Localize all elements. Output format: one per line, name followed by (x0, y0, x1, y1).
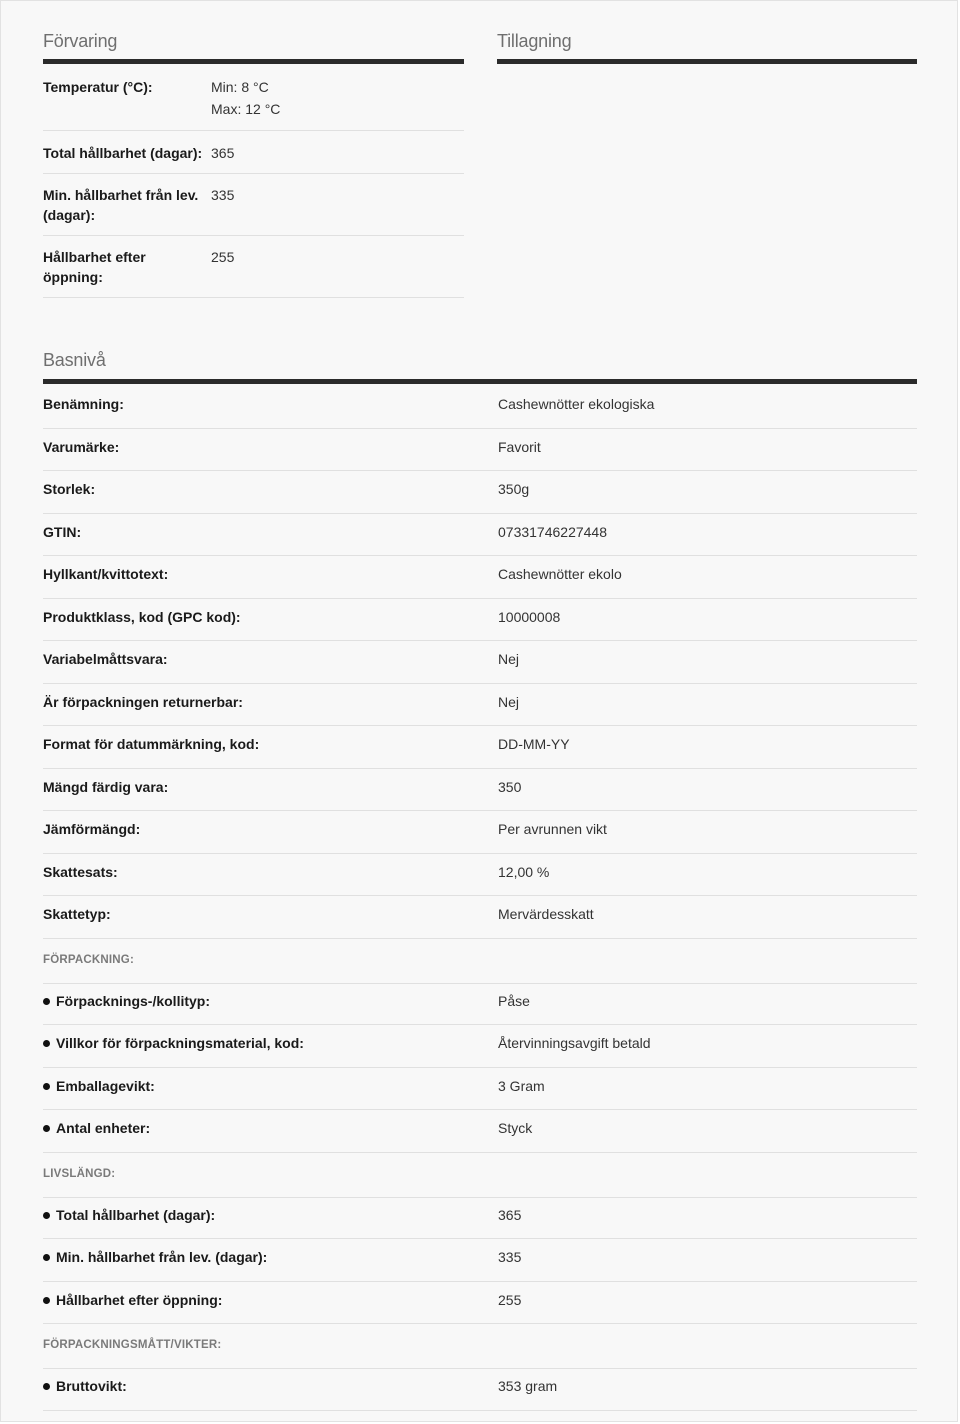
attribute-label (43, 821, 140, 837)
attribute-label-text: Bruttovikt: (56, 1378, 127, 1394)
attribute-value: 350 (498, 778, 522, 795)
attribute-value: 365 (498, 1206, 522, 1223)
attribute-label (43, 736, 259, 752)
bullet-attribute-row (43, 1068, 917, 1111)
bullet-icon (43, 1383, 50, 1390)
group-heading: FÖRPACKNINGSMÅTT/VIKTER: (43, 1339, 222, 1351)
bullet-icon (43, 998, 50, 1005)
attribute-value: 350g (498, 481, 530, 497)
total-shelf-label: Total hållbarhet (dagar): (43, 145, 203, 161)
attribute-label (43, 1207, 215, 1223)
attribute-label-text: Förpacknings-/kollityp: (56, 992, 211, 1009)
attribute-label-text: Format för datummärkning, kod: (43, 736, 260, 752)
attribute-label-text: Produktklass, kod (GPC kod): (43, 608, 241, 625)
divider (43, 130, 464, 131)
attribute-value: DD-MM-YY (498, 736, 570, 752)
attribute-label-text: Antal enheter: (56, 1120, 151, 1136)
attribute-label (43, 566, 168, 582)
attribute-value: Cashewnötter ekolo (498, 566, 622, 582)
attribute-label-text: Benämning: (43, 396, 124, 412)
bullet-icon (43, 1297, 50, 1304)
bullet-attribute-row (43, 1110, 917, 1153)
attribute-value: Nej (498, 651, 520, 667)
attribute-value: 255 (498, 1291, 522, 1308)
total-shelf-value: 365 (211, 145, 235, 161)
attribute-value: Styck (498, 1120, 533, 1136)
attribute-label (43, 906, 111, 922)
min-shelf-value: 335 (211, 187, 235, 203)
bullet-attribute-row (43, 1239, 917, 1282)
attribute-row (43, 769, 917, 812)
bullet-attribute-row (43, 1197, 917, 1240)
bullet-attribute-row (43, 1368, 917, 1411)
divider (43, 1152, 917, 1153)
base-title-bar (43, 379, 917, 384)
attribute-label-text: Total hållbarhet (dagar): (56, 1206, 216, 1223)
attribute-value: Per avrunnen vikt (498, 821, 607, 837)
attribute-label (43, 1035, 304, 1051)
attribute-label-text: Emballagevikt: (56, 1077, 155, 1094)
attribute-label (43, 481, 95, 497)
attribute-value: 07331746227448 (498, 523, 608, 540)
attribute-value: 12,00 % (498, 863, 550, 880)
attribute-value: Nej (498, 693, 520, 710)
attribute-row (43, 811, 917, 854)
attribute-value: 335 (498, 1249, 522, 1265)
base-title: Basnivå (43, 350, 106, 370)
attribute-label (43, 651, 168, 667)
bullet-icon (43, 1040, 50, 1047)
attribute-value: Påse (498, 992, 530, 1009)
attribute-value: Mervärdesskatt (498, 906, 594, 922)
attribute-row (43, 471, 917, 514)
storage-title: Förvaring (43, 31, 118, 51)
attribute-label (43, 1078, 155, 1094)
attribute-value: 3 Gram (498, 1077, 545, 1094)
attribute-label-text: Hyllkant/kvittotext: (43, 566, 169, 582)
attribute-row (43, 599, 917, 642)
after-open-label-line2: öppning: (43, 269, 103, 285)
divider (43, 297, 464, 298)
attribute-label-text: Jämförmängd: (43, 821, 141, 837)
attribute-label (43, 1292, 222, 1308)
attribute-label-text: Varumärke: (43, 438, 120, 455)
attribute-label-text: Min. hållbarhet från lev. (dagar): (56, 1249, 268, 1265)
storage-title-bar (43, 59, 464, 64)
attribute-label-text: Variabelmåttsvara: (43, 651, 168, 667)
attribute-row (43, 429, 917, 472)
attribute-value: Återvinningsavgift betald (498, 1035, 651, 1051)
attribute-label-text: Skattesats: (43, 863, 118, 880)
after-open-label-line1: Hållbarhet efter (43, 249, 146, 265)
bullet-attribute-row (43, 983, 917, 1026)
temperature-label: Temperatur (°C): (43, 79, 153, 95)
divider (43, 938, 917, 939)
divider (43, 1410, 917, 1411)
attribute-label-text: Villkor för förpackningsmaterial, kod: (56, 1035, 304, 1051)
bullet-attribute-row (43, 1282, 917, 1325)
attribute-row (43, 896, 917, 939)
attribute-label (43, 1120, 150, 1136)
divider (43, 1323, 917, 1324)
attribute-label-text: Skattetyp: (43, 906, 111, 922)
min-shelf-label-line1: Min. hållbarhet från lev. (43, 187, 199, 203)
attribute-label (43, 396, 124, 412)
attribute-value: Favorit (498, 438, 541, 455)
attribute-row (43, 726, 917, 769)
attribute-row (43, 514, 917, 557)
attribute-label (43, 694, 243, 710)
attribute-label-text: Hållbarhet efter öppning: (56, 1291, 223, 1308)
attribute-label-text: GTIN: (43, 523, 82, 540)
attribute-label (43, 1378, 127, 1394)
attribute-row (43, 684, 917, 727)
group-heading: FÖRPACKNING: (43, 953, 134, 966)
attribute-label (43, 439, 119, 455)
after-open-value: 255 (211, 249, 235, 265)
attribute-value: Cashewnötter ekologiska (498, 396, 655, 412)
bullet-icon (43, 1254, 50, 1261)
attribute-label (43, 993, 210, 1009)
attribute-label (43, 1249, 267, 1265)
group-heading: LIVSLÄNGD: (43, 1167, 116, 1180)
attribute-label (43, 609, 241, 625)
attribute-row (43, 386, 917, 429)
temperature-max: Max: 12 °C (211, 101, 281, 117)
attribute-label-text: Storlek: (43, 481, 96, 497)
bullet-attribute-row (43, 1025, 917, 1068)
attribute-row (43, 641, 917, 684)
attribute-row (43, 854, 917, 897)
attribute-value: 10000008 (498, 608, 561, 625)
attribute-row (43, 556, 917, 599)
preparation-title-bar (497, 59, 917, 64)
attribute-label (43, 524, 81, 540)
attribute-label-text: Är förpackningen returnerbar: (43, 693, 243, 710)
preparation-title: Tillagning (497, 31, 572, 51)
bullet-icon (43, 1083, 50, 1090)
temperature-min: Min: 8 °C (211, 79, 269, 95)
attribute-value: 353 gram (498, 1378, 558, 1394)
divider (43, 235, 464, 236)
attribute-label-text: Mängd färdig vara: (43, 778, 169, 795)
attribute-label (43, 864, 118, 880)
bullet-icon (43, 1212, 50, 1219)
divider (43, 173, 464, 174)
attribute-label (43, 779, 168, 795)
min-shelf-label-line2: (dagar): (43, 207, 96, 223)
bullet-icon (43, 1125, 50, 1132)
